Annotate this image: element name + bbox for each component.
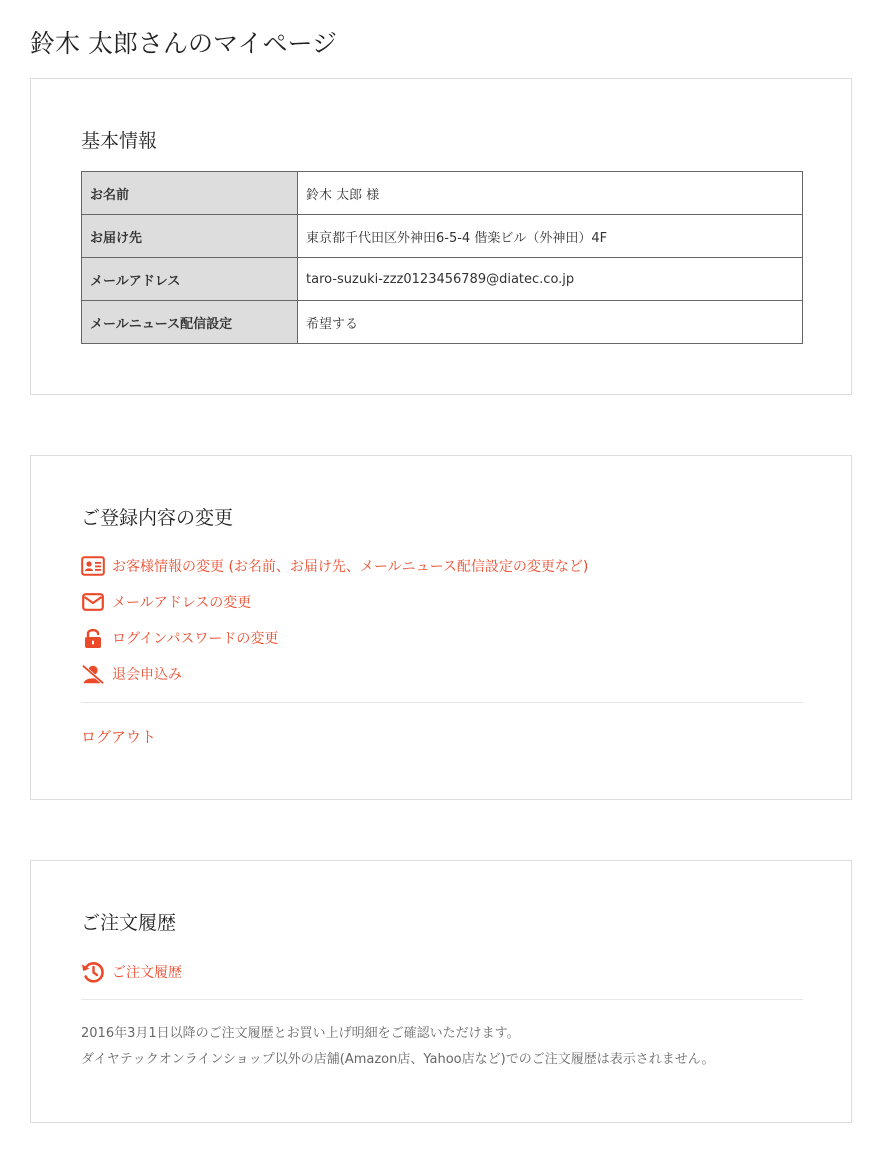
change-password-link[interactable]: [81, 620, 588, 656]
id-card-icon: [81, 554, 105, 578]
email-value: taro-suzuki-zzz0123456789@diatec.co.jp: [298, 258, 803, 301]
registration-change-heading: ご登録内容の変更: [81, 507, 234, 529]
unlock-icon: [81, 626, 105, 650]
table-row: [82, 301, 803, 344]
order-history-note-line1: 2016年3月1日以降のご注文履歴とお買い上げ明細をご確認いただけます。: [81, 1026, 520, 1041]
envelope-icon: [81, 590, 105, 614]
order-history-note: [81, 1021, 715, 1073]
edit-customer-info-label: お客様情報の変更 (お名前、お届け先、メールニュース配信設定の変更など): [112, 559, 589, 575]
divider: [81, 999, 803, 1000]
newsletter-label: メールニュース配信設定: [82, 301, 298, 344]
unsubscribe-label: 退会申込み: [112, 667, 182, 683]
basic-info-heading: 基本情報: [81, 130, 158, 152]
registration-change-card: [30, 455, 852, 800]
change-email-link[interactable]: [81, 584, 588, 620]
basic-info-card: [30, 78, 852, 395]
history-icon: [81, 960, 105, 984]
registration-change-links: [81, 548, 588, 692]
change-email-label: メールアドレスの変更: [112, 595, 252, 611]
order-history-card: [30, 860, 852, 1123]
page-title: 鈴木 太郎さんのマイページ: [30, 29, 337, 58]
order-history-heading: ご注文履歴: [81, 912, 177, 934]
name-value: 鈴木 太郎 様: [298, 172, 803, 215]
newsletter-value: 希望する: [298, 301, 803, 344]
basic-info-table: [81, 171, 803, 344]
order-history-link-label: ご注文履歴: [112, 965, 182, 981]
logout-link[interactable]: ログアウト: [81, 728, 157, 746]
email-label: メールアドレス: [82, 258, 298, 301]
name-label: お名前: [82, 172, 298, 215]
divider: [81, 702, 803, 703]
change-password-label: ログインパスワードの変更: [112, 631, 279, 647]
unsubscribe-link[interactable]: [81, 656, 588, 692]
table-row: [82, 172, 803, 215]
order-history-link[interactable]: [81, 954, 182, 990]
table-row: [82, 215, 803, 258]
user-slash-icon: [81, 662, 105, 686]
address-label: お届け先: [82, 215, 298, 258]
order-history-note-line2: ダイヤテックオンラインショップ以外の店舗(Amazon店、Yahoo店など)でのご注文履歴は表示されません。: [81, 1052, 715, 1067]
edit-customer-info-link[interactable]: [81, 548, 588, 584]
address-value: 東京都千代田区外神田6-5-4 偕楽ビル（外神田）4F: [298, 215, 803, 258]
table-row: [82, 258, 803, 301]
